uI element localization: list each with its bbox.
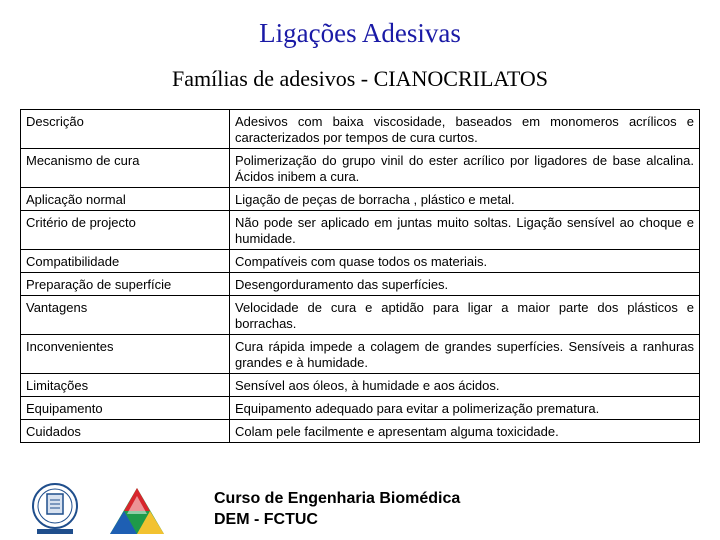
footer-credits [214, 488, 460, 530]
row-label: Equipamento [21, 397, 230, 420]
properties-table [20, 109, 700, 443]
row-label: Cuidados [21, 420, 230, 443]
row-value: Cura rápida impede a colagem de grandes superfícies. Sensíveis a ranhuras grandes e à humidade. [230, 335, 700, 374]
table-row [21, 335, 700, 374]
triangle-logo-icon [108, 486, 166, 536]
row-label: Inconvenientes [21, 335, 230, 374]
table-row [21, 273, 700, 296]
row-label: Aplicação normal [21, 188, 230, 211]
row-label: Mecanismo de cura [21, 149, 230, 188]
department-name: DEM - FCTUC [214, 511, 318, 528]
row-value: Equipamento adequado para evitar a polimerização prematura. [230, 397, 700, 420]
row-value: Compatíveis com quase todos os materiais. [230, 250, 700, 273]
row-label: Compatibilidade [21, 250, 230, 273]
row-label: Critério de projecto [21, 211, 230, 250]
row-label: Vantagens [21, 296, 230, 335]
table-row [21, 250, 700, 273]
row-value: Adesivos com baixa viscosidade, baseados em monomeros acrílicos e caracterizados por tempos de cura curtos. [230, 110, 700, 149]
row-value: Desengorduramento das superfícies. [230, 273, 700, 296]
row-value: Colam pele facilmente e apresentam alguma toxicidade. [230, 420, 700, 443]
row-label: Limitações [21, 374, 230, 397]
university-seal-icon [26, 480, 84, 536]
row-value: Velocidade de cura e aptidão para ligar a maior parte dos plásticos e borrachas. [230, 296, 700, 335]
row-label: Descrição [21, 110, 230, 149]
table-row [21, 188, 700, 211]
table-row [21, 397, 700, 420]
row-value: Não pode ser aplicado em juntas muito soltas. Ligação sensível ao choque e humidade. [230, 211, 700, 250]
table-row [21, 149, 700, 188]
table-row [21, 420, 700, 443]
course-name: Curso de Engenharia Biomédica [214, 490, 461, 507]
table-row [21, 296, 700, 335]
row-value: Sensível aos óleos, à humidade e aos ácidos. [230, 374, 700, 397]
page-subtitle: Famílias de adesivos - CIANOCRILATOS [171, 66, 549, 91]
row-label: Preparação de superfície [21, 273, 230, 296]
page-title: Ligações Adesivas [259, 18, 461, 48]
table-row [21, 211, 700, 250]
table-row [21, 110, 700, 149]
table-row [21, 374, 700, 397]
row-value: Ligação de peças de borracha , plástico e metal. [230, 188, 700, 211]
row-value: Polimerização do grupo vinil do ester acrílico por ligadores de base alcalina. Ácidos inibem a cura. [230, 149, 700, 188]
